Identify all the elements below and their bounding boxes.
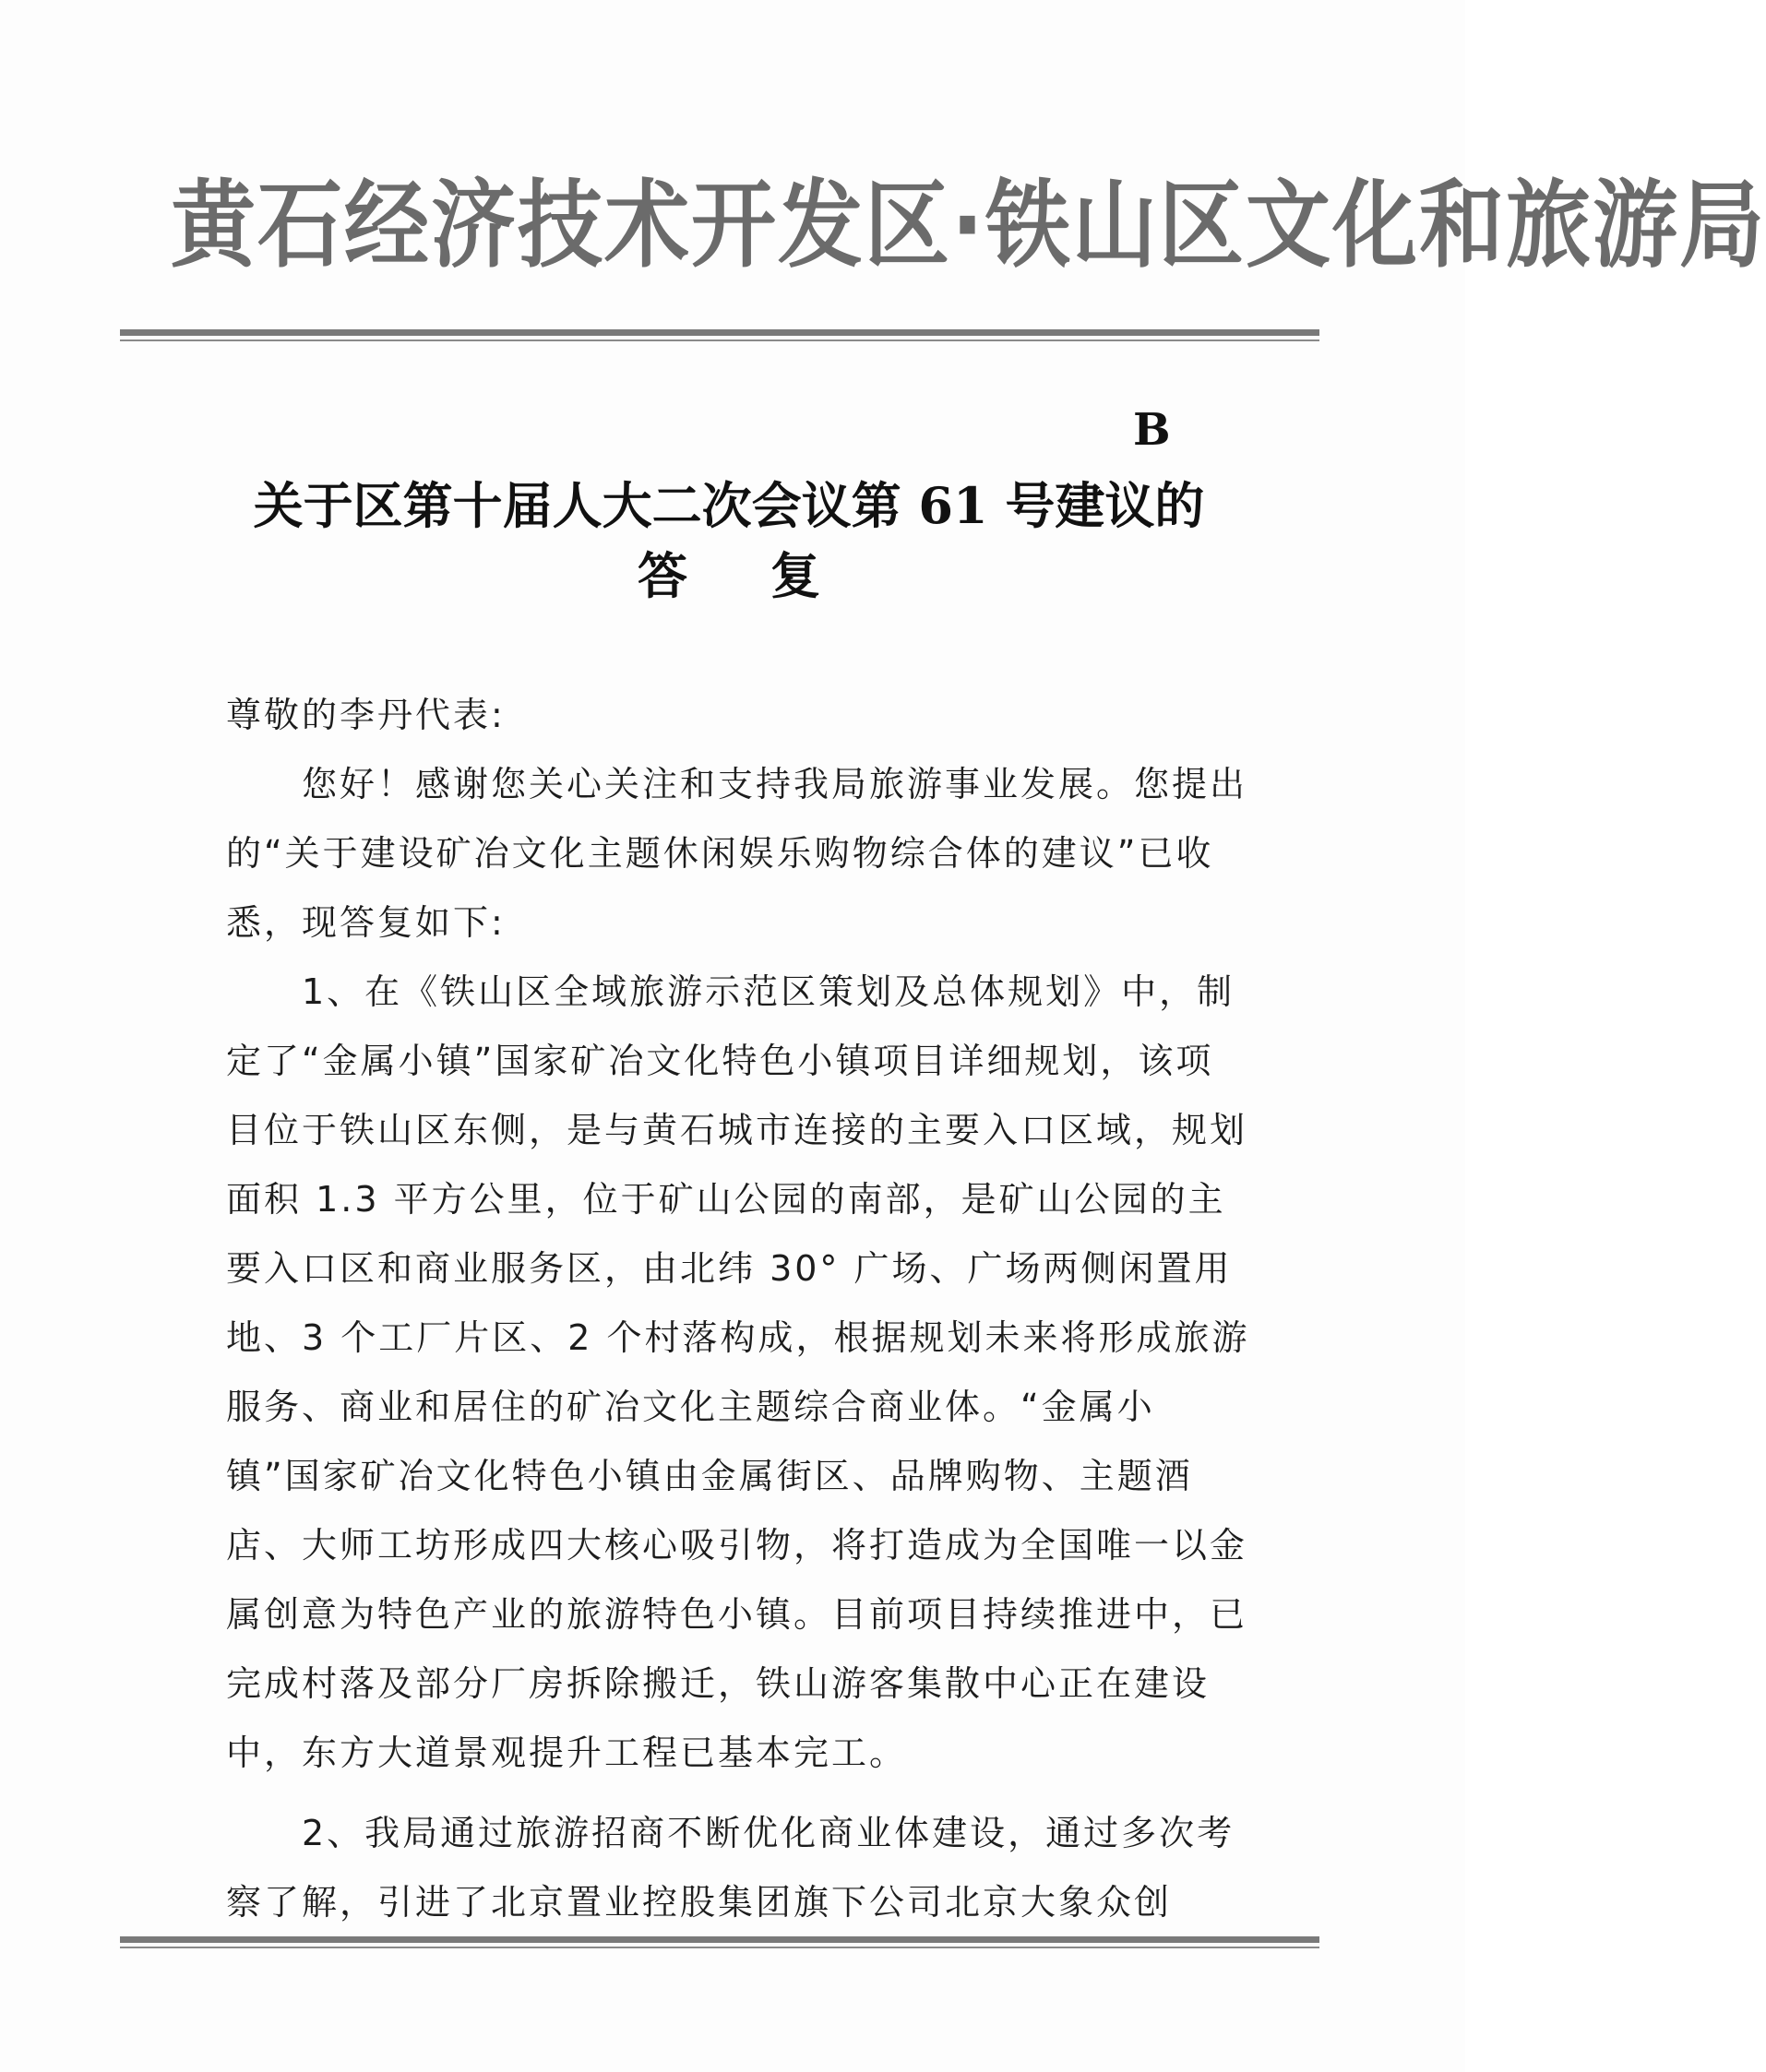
title-line-1: 关于区第十届人大二次会议第 61 号建议的 xyxy=(253,476,1205,535)
salutation: 尊敬的李丹代表: xyxy=(226,695,506,735)
rule-thick-line xyxy=(120,1936,1319,1943)
rule-thin-line xyxy=(120,339,1319,341)
rule-thin-line xyxy=(120,1947,1319,1948)
rule-thick-line xyxy=(120,329,1319,336)
letterhead-title: 黄石经济技术开发区·铁山区文化和旅游局 xyxy=(171,170,1766,281)
document-title xyxy=(166,470,1292,611)
grade-mark: B xyxy=(1133,404,1171,456)
paragraph-greeting: 您好！感谢您关心关注和支持我局旅游事业发展。您提出的“关于建设矿冶文化主题休闲娱乐购物综合体的建议”已收悉，现答复如下: xyxy=(226,764,1248,943)
document-body xyxy=(226,681,1250,1937)
footer-rule xyxy=(120,1936,1319,1948)
title-line-2: 答复 xyxy=(638,546,903,605)
paragraph-item-1: 1、在《铁山区全域旅游示范区策划及总体规划》中，制定了“金属小镇”国家矿冶文化特色小镇项目详细规划，该项目位于铁山区东侧，是与黄石城市连接的主要入口区域，规划面积 1.3 平方公里，位于矿山公园的南部，是矿山公园的主要入口区和商业服务区，由北纬 30° 广场、广场两侧闲置用地、3 个工厂片区、2 个村落构成，根据规划未来将形成旅游服务、商业和居住的矿冶文化主题综合商业体。“金属小镇”国家矿冶文化特色小镇由金属街区、品牌购物、主题酒店、大师工坊形成四大核心吸引物，将打造成为全国唯一以金属创意为特色产业的旅游特色小镇。目前项目持续推进中，已完成村落及部分厂房拆除搬迁，铁山游客集散中心正在建设中，东方大道景观提升工程已基本完工。 xyxy=(226,971,1250,1773)
paragraph-item-2: 2、我局通过旅游招商不断优化商业体建设，通过多次考察了解，引进了北京置业控股集团旗下公司北京大象众创 xyxy=(226,1813,1235,1923)
letterhead-rule xyxy=(120,329,1319,341)
